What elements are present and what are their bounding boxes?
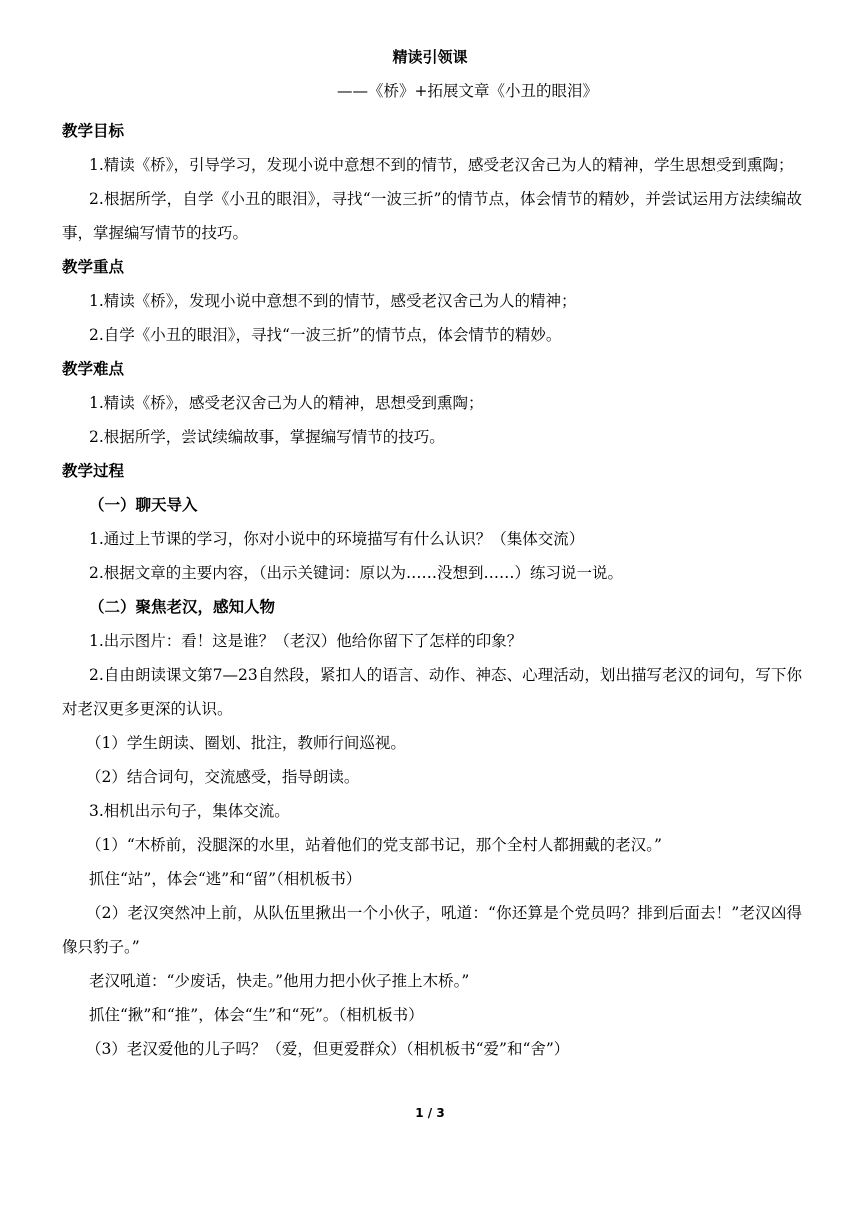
process-part1-item-1: 1.通过上节课的学习，你对小说中的环境描写有什么认识？（集体交流） [89,530,585,548]
process-part2-item-1: 1.出示图片：看！这是谁？（老汉）他给你留下了怎样的印象？ [89,632,523,650]
process-part2-item-7: 抓住“站”，体会“逃”和“留”（相机板书） [89,870,362,888]
key-point-item-2: 2.自学《小丑的眼泪》，寻找“一波三折”的情节点，体会情节的精妙。 [89,326,562,344]
key-point-item-1: 1.精读《桥》，发现小说中意想不到的情节，感受老汉舍己为人的精神； [89,292,577,310]
process-part2-item-3: （1）学生朗读、圈划、批注，教师行间巡视。 [86,734,406,752]
process-part2-item-6: （1）“木桥前，没腿深的水里，站着他们的党支部书记，那个全村人都拥戴的老汉。” [86,836,662,854]
process-part2-item-5: 3.相机出示句子，集体交流。 [89,802,290,820]
process-part2-item-8: （2）老汉突然冲上前，从队伍里揪出一个小伙子，吼道：“你还算是个党员吗？排到后面去！”老汉凶得像只豹子。” [62,904,802,956]
document-title: 精读引领课 [392,48,468,66]
page-number: 1 / 3 [415,1106,445,1120]
document-body [62,114,802,1066]
process-part1-heading: （一）聊天导入 [89,496,198,514]
process-part2-item-10: 抓住“揪”和“推”，体会“生”和“死”。（相机板书） [89,1006,424,1024]
document-subtitle: ——《桥》+拓展文章《小丑的眼泪》 [337,82,598,100]
goal-item-2: 2.根据所学，自学《小丑的眼泪》，寻找“一波三折”的情节点，体会情节的精妙，并尝试运用方法续编故事，掌握编写情节的技巧。 [62,190,802,242]
difficulty-item-1: 1.精读《桥》，感受老汉舍己为人的精神，思想受到熏陶； [89,394,484,412]
process-part2-item-4: （2）结合词句，交流感受，指导朗读。 [86,768,360,786]
section-heading-goals: 教学目标 [62,122,125,140]
process-part2-item-2: 2.自由朗读课文第7—23自然段，紧扣人的语言、动作、神态、心理活动，划出描写老汉的词句，写下你对老汉更多更深的认识。 [62,666,802,718]
process-part2-item-11: （3）老汉爱他的儿子吗？（爱，但更爱群众）（相机板书“爱”和“舍”） [86,1040,570,1058]
process-part1-item-2: 2.根据文章的主要内容，（出示关键词：原以为……没想到……）练习说一说。 [89,564,624,582]
process-part2-heading: （二）聚焦老汉，感知人物 [89,598,276,616]
section-heading-key-points: 教学重点 [62,258,125,276]
difficulty-item-2: 2.根据所学，尝试续编故事，掌握编写情节的技巧。 [89,428,445,446]
process-part2-item-9: 老汉吼道：“少废话，快走。”他用力把小伙子推上木桥。” [89,972,470,990]
goal-item-1: 1.精读《桥》，引导学习，发现小说中意想不到的情节，感受老汉舍己为人的精神，学生思想受到熏陶； [89,156,794,174]
section-heading-process: 教学过程 [62,462,125,480]
section-heading-difficulties: 教学难点 [62,360,125,378]
